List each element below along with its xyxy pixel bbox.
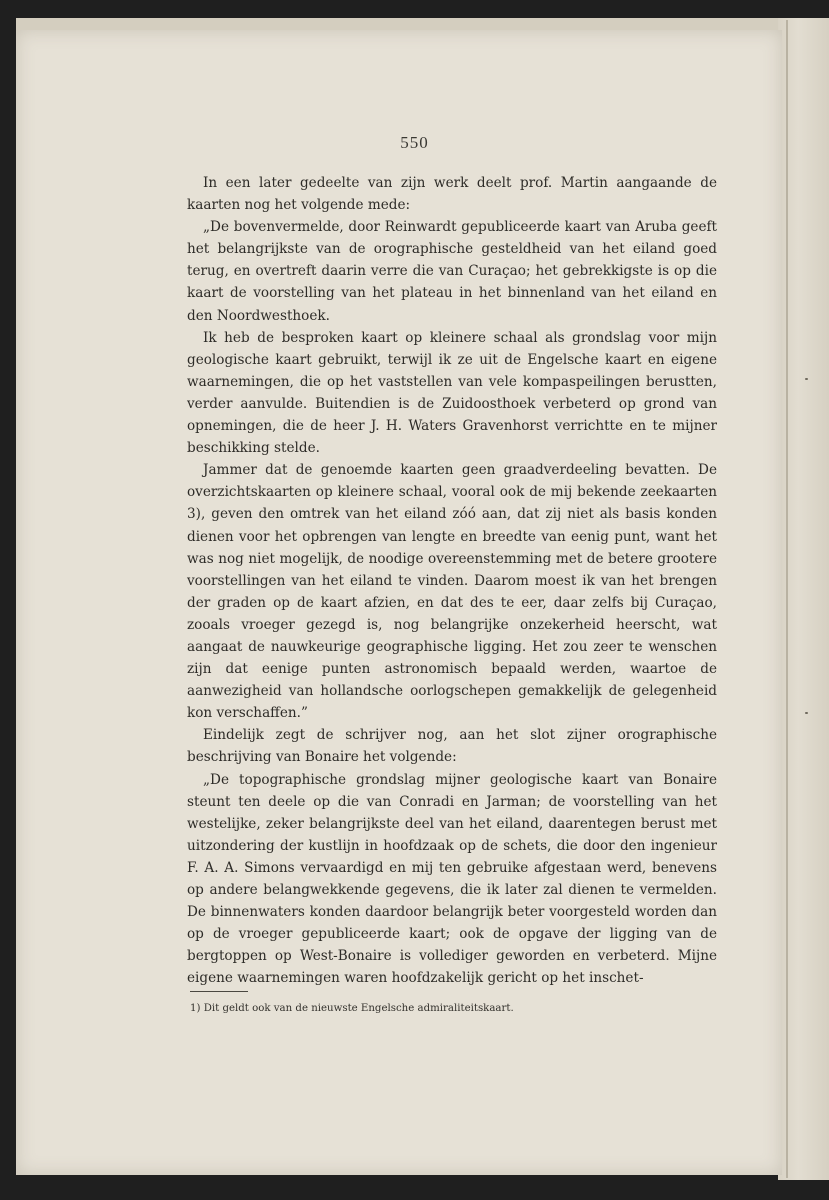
paragraph-1: In een later gedeelte van zijn werk deelt prof. Martin aangaande de kaarten nog het volgende mede:: [187, 175, 717, 214]
paragraph-4: Jammer dat de genoemde kaarten geen graadverdeeling bevatten. De overzichtskaarten op kleinere schaal, vooral ook de mij bekende zeekaarten 3), geven den omtrek van het eiland zóó aan, dat zij niet als basis konden dienen voor het opbrengen van lengte en breedte van eenig punt, want het was nog niet mogelijk, de noodige overeenstemming met de betere grootere voorstellingen van het eiland te vinden. Daarom moest ik van het brengen der graden op de kaart afzien, en dat des te eer, daar zelfs bij Curaçao, zooals vroeger gezegd is, nog belangrijke onzekerheid heerscht, wat aangaat de nauwkeurige geographische ligging. Het zou zeer te wenschen zijn dat eenige punten astronomisch bepaald werden, waartoe de aanwezigheid van hollandsche oorlogschepen gemakkelijk de gelegenheid kon verschaffen.”: [187, 462, 717, 722]
page-fold-line: [786, 20, 788, 1178]
paragraph-2: „De bovenvermelde, door Reinwardt gepubliceerde kaart van Aruba geeft het belangrijkste van de orographische gesteldheid van het eiland goed terug, en overtreft daarin verre die van Curaçao; het gebrekkigste is op die kaart de voorstelling van het plateau in het binnenland van het eiland en den Noordwesthoek.: [187, 219, 717, 324]
paper-speck: [805, 378, 808, 380]
footnote: 1) Dit geldt ook van de nieuwste Engelsche admiraliteitskaart.: [190, 1003, 514, 1014]
page-number: 550: [400, 133, 429, 152]
body-text: [187, 172, 717, 989]
footnote-divider: [190, 991, 248, 992]
paragraph-5: Eindelijk zegt de schrijver nog, aan het slot zijner orographische beschrijving van Bonaire het volgende:: [187, 727, 717, 766]
paper-speck: [805, 712, 808, 714]
paragraph-3: Ik heb de besproken kaart op kleinere schaal als grondslag voor mijn geologische kaart gebruikt, terwijl ik ze uit de Engelsche kaart en eigene waarnemingen, die op het vaststellen van vele kompaspeilingen berustten, verder aanvulde. Buitendien is de Zuidoosthoek verbeterd op grond van opnemingen, die de heer J. H. Waters Gravenhorst verrichtte en te mijner beschikking stelde.: [187, 329, 717, 457]
paragraph-6: „De topographische grondslag mijner geologische kaart van Bonaire steunt ten deele op die van Conradi en Jarman; de voorstelling van het westelijke, zeker belangrijkste deel van het eiland, daarentegen berust met uitzondering der kustlijn in hoofdzaak op de schets, die door den ingenieur F. A. A. Simons vervaardigd en mij ten gebruike afgestaan werd, benevens op andere belangwekkende gegevens, die ik later zal dienen te vermelden. De binnenwaters konden daardoor belangrijk beter voorgesteld worden dan op de vroeger gepubliceerde kaart; ook de opgave der ligging van de bergtoppen op West-Bonaire is vollediger geworden en verbeterd. Mijne eigene waarnemingen waren hoofdzakelijk gericht op het inschet-: [187, 771, 717, 987]
